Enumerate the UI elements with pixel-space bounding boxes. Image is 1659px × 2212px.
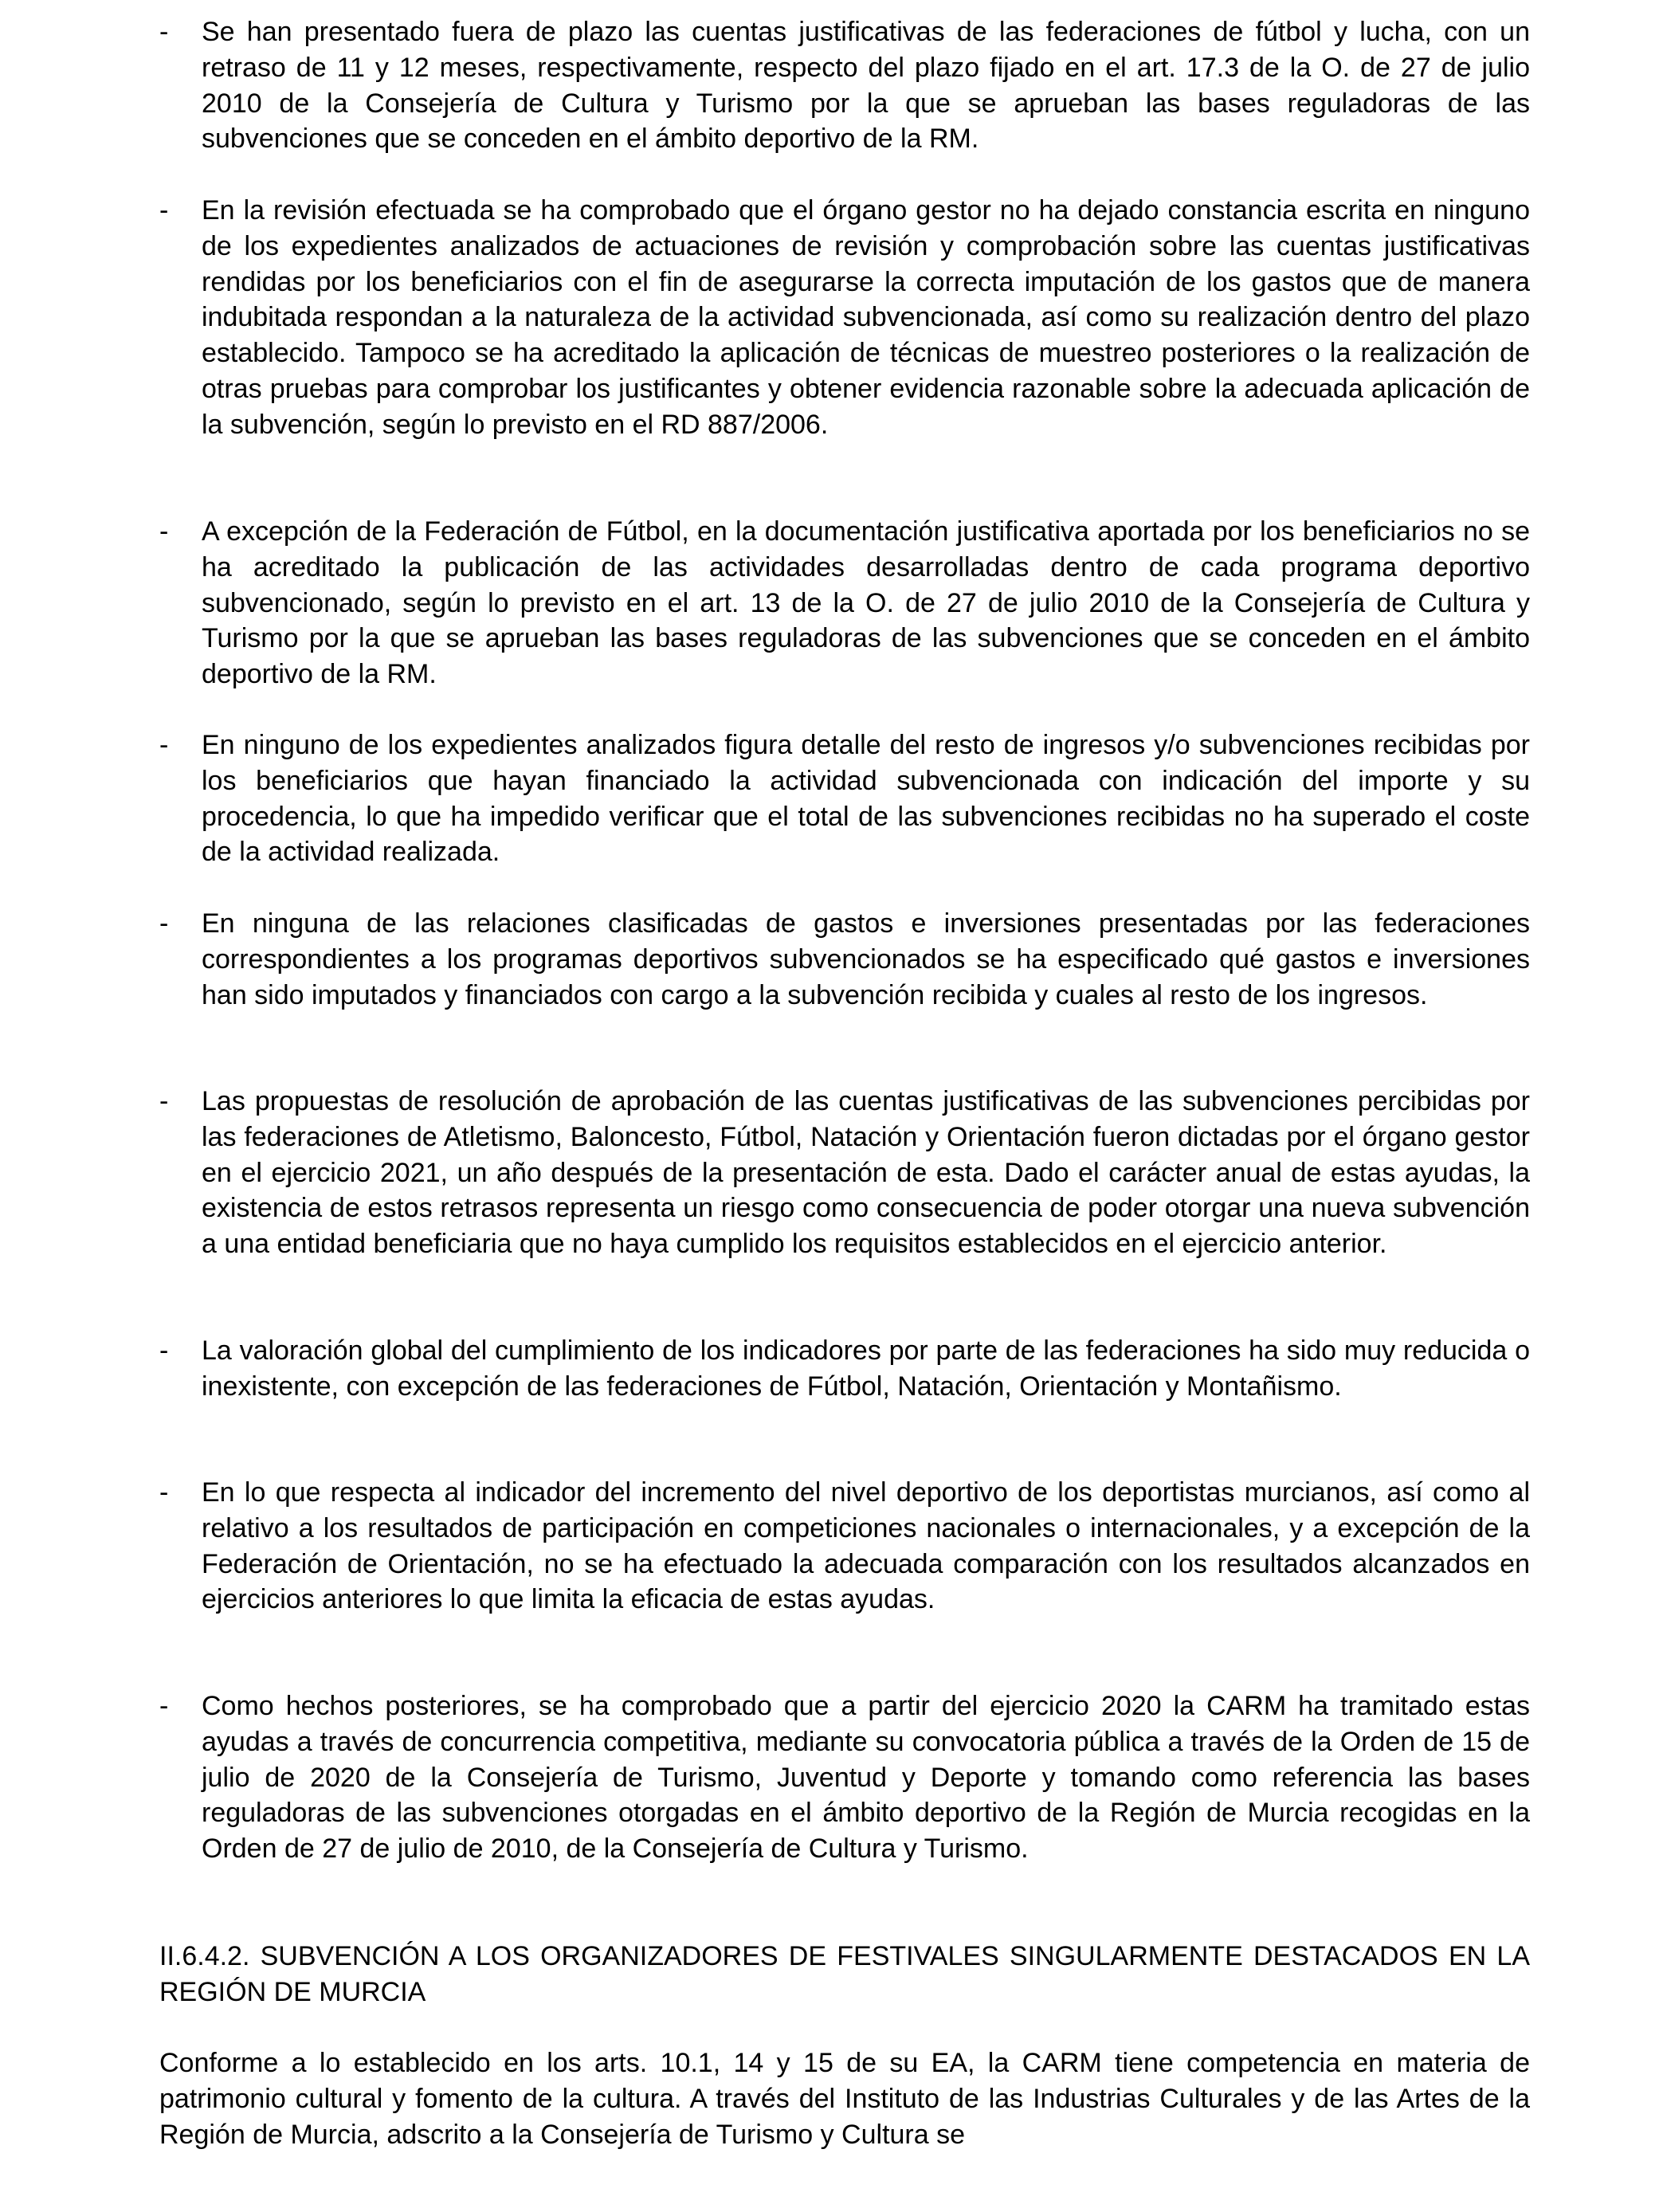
bullet-text: En lo que respecta al indicador del incremento del nivel deportivo de los deportistas murcianos, así como al relativo a los resultados de participación en competiciones nacionales o internacionales, y a excepción de la Federación de Orientación, no se ha efectuado la adecuada comparación con los resultados alcanzados en ejercicios anteriores lo que limita la eficacia de estas ayudas. (202, 1477, 1530, 1615)
bullet-dash: - (159, 516, 169, 547)
bullet-dash: - (159, 1086, 169, 1116)
bullet-dash: - (159, 17, 169, 47)
bullet-text: En ninguna de las relaciones clasificadas de gastos e inversiones presentadas por las federaciones correspondientes a los programas deportivos subvencionados se ha especificado qué gastos e inversiones han sido imputados y financiados con cargo a la subvención recibida y cuales al resto de los ingresos. (202, 908, 1530, 1010)
bullet-dash: - (159, 730, 169, 760)
bullet-dash: - (159, 908, 169, 939)
bullet-text: Como hechos posteriores, se ha comprobado que a partir del ejercicio 2020 la CARM ha tramitado estas ayudas a través de concurrencia competitiva, mediante su convocatoria pública a través de la Orden de 15 de julio de 2020 de la Consejería de Turismo, Juventud y Deporte y tomando como referencia las bases reguladoras de las subvenciones otorgadas en el ámbito deportivo de la Región de Murcia recogidas en la Orden de 27 de julio de 2010, de la Consejería de Cultura y Turismo. (202, 1691, 1530, 1865)
body-paragraph: Conforme a lo establecido en los arts. 10.1, 14 y 15 de su EA, la CARM tiene competencia en materia de patrimonio cultural y fomento de la cultura. A través del Instituto de las Industrias Culturales y de las Artes de la Región de Murcia, adscrito a la Consejería de Turismo y Cultura se (159, 2048, 1530, 2150)
bullet-text: La valoración global del cumplimiento de los indicadores por parte de las federaciones ha sido muy reducida o inexistente, con excepción de las federaciones de Fútbol, Natación, Orientación y Montañismo. (202, 1335, 1530, 1402)
bullet-text: En la revisión efectuada se ha comprobado que el órgano gestor no ha dejado constancia escrita en ninguno de los expedientes analizados de actuaciones de revisión y comprobación sobre las cuentas justificativas rendidas por los beneficiarios con el fin de asegurarse la correcta imputación de los gastos que de manera indubitada respondan a la naturaleza de la actividad subvencionada, así como su realización dentro del plazo establecido. Tampoco se ha acreditado la aplicación de técnicas de muestreo posteriores o la realización de otras pruebas para comprobar los justificantes y obtener evidencia razonable sobre la adecuada aplicación de la subvención, según lo previsto en el RD 887/2006. (202, 195, 1530, 440)
section-heading: II.6.4.2. SUBVENCIÓN A LOS ORGANIZADORES DE FESTIVALES SINGULARMENTE DESTACADOS EN LA REGIÓN DE MURCIA (159, 1941, 1530, 2007)
bullet-dash: - (159, 1335, 169, 1366)
bullet-dash: - (159, 195, 169, 226)
bullet-text: En ninguno de los expedientes analizados figura detalle del resto de ingresos y/o subvenciones recibidas por los beneficiarios que hayan financiado la actividad subvencionada con indicación del importe y su procedencia, lo que ha impedido verificar que el total de las subvenciones recibidas no ha superado el coste de la actividad realizada. (202, 730, 1530, 868)
bullet-dash: - (159, 1477, 169, 1508)
bullet-text: Las propuestas de resolución de aprobación de las cuentas justificativas de las subvenciones percibidas por las federaciones de Atletismo, Baloncesto, Fútbol, Natación y Orientación fueron dictadas por el órgano gestor en el ejercicio 2021, un año después de la presentación de esta. Dado el carácter anual de estas ayudas, la existencia de estos retrasos representa un riesgo como consecuencia de poder otorgar una nueva subvención a una entidad beneficiaria que no haya cumplido los requisitos establecidos en el ejercicio anterior. (202, 1086, 1530, 1260)
bullet-text: Se han presentado fuera de plazo las cuentas justificativas de las federaciones de fútbol y lucha, con un retraso de 11 y 12 meses, respectivamente, respecto del plazo fijado en el art. 17.3 de la O. de 27 de julio 2010 de la Consejería de Cultura y Turismo por la que se aprueban las bases reguladoras de las subvenciones que se conceden en el ámbito deportivo de la RM. (202, 17, 1530, 155)
bullet-dash: - (159, 1691, 169, 1721)
bullet-text: A excepción de la Federación de Fútbol, en la documentación justificativa aportada por los beneficiarios no se ha acreditado la publicación de las actividades desarrolladas dentro de cada programa deportivo subvencionado, según lo previsto en el art. 13 de la O. de 27 de julio 2010 de la Consejería de Cultura y Turismo por la que se aprueban las bases reguladoras de las subvenciones que se conceden en el ámbito deportivo de la RM. (202, 516, 1530, 690)
